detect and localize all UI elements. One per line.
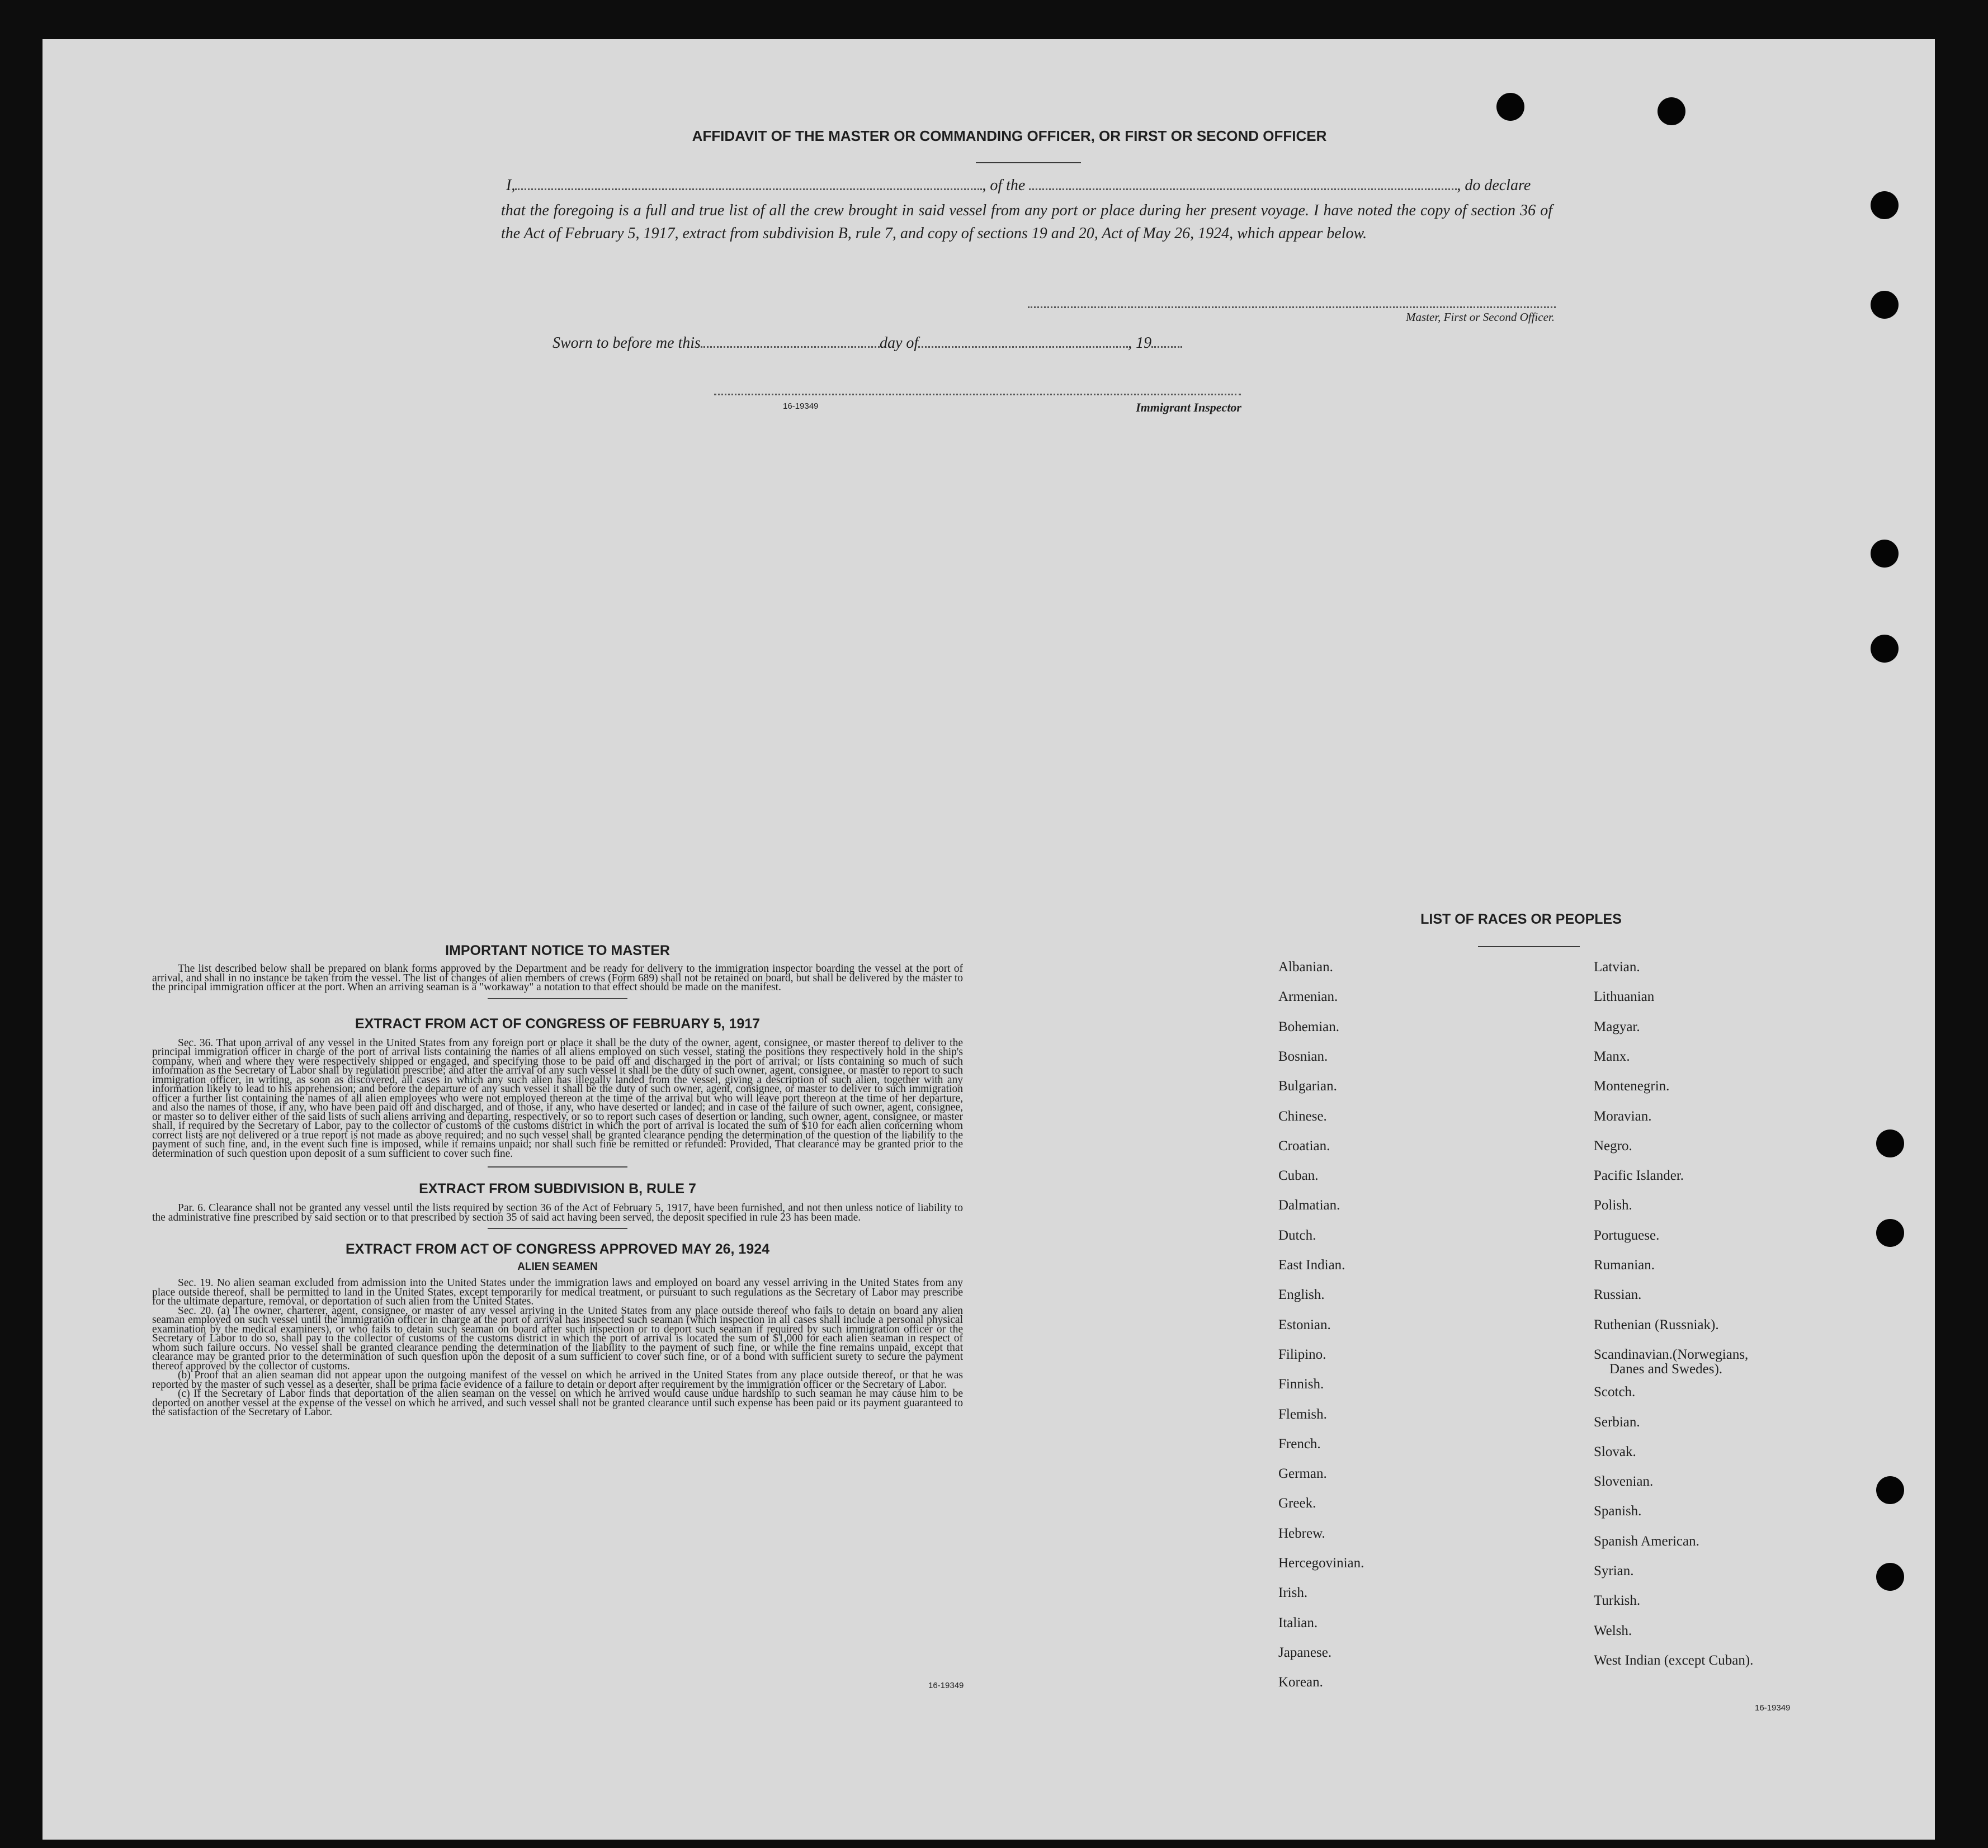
divider bbox=[488, 1166, 627, 1168]
race-item: Korean. bbox=[1278, 1675, 1323, 1690]
race-item: Syrian. bbox=[1594, 1563, 1634, 1578]
race-item: Greek. bbox=[1278, 1496, 1316, 1511]
declarant-prefix: I, bbox=[506, 177, 516, 194]
divider bbox=[1478, 946, 1580, 947]
punch-hole bbox=[1876, 1219, 1904, 1247]
race-item: Montenegrin. bbox=[1594, 1079, 1670, 1094]
divider bbox=[976, 162, 1081, 163]
sworn-prefix: Sworn to before me this bbox=[553, 334, 701, 352]
race-item: Bohemian. bbox=[1278, 1019, 1340, 1034]
punch-hole bbox=[1876, 1563, 1904, 1591]
divider bbox=[488, 1228, 627, 1229]
race-item: Russian. bbox=[1594, 1287, 1642, 1303]
race-item: Filipino. bbox=[1278, 1346, 1326, 1362]
punch-hole bbox=[1876, 1476, 1904, 1504]
race-item: Italian. bbox=[1278, 1615, 1318, 1630]
race-item: Irish. bbox=[1278, 1585, 1308, 1601]
race-item: Scotch. bbox=[1594, 1384, 1636, 1400]
extract-1924-title: EXTRACT FROM ACT OF CONGRESS APPROVED MAY 26, 1924 bbox=[345, 1241, 770, 1257]
race-item: Slovak. bbox=[1594, 1444, 1636, 1459]
race-item: Bulgarian. bbox=[1278, 1079, 1337, 1094]
sec-19-text: Sec. 19. No alien seaman excluded from admission into the United States under the immigration laws and employed on board any vessel arriving in the United States from any place outside thereof, shall be permitted to land in the United States, except temporarily for medical treatment, or pursuant to such regulations as the Secretary of Labor may prescribe for the ultimate departure, removal, or deportation of such alien from the United States. bbox=[152, 1277, 963, 1307]
race-item: Japanese. bbox=[1278, 1644, 1332, 1660]
race-item: Dutch. bbox=[1278, 1227, 1316, 1243]
race-item: Ruthenian (Russniak). bbox=[1594, 1317, 1719, 1332]
race-item: Armenian. bbox=[1278, 989, 1338, 1005]
extract-1924-subtitle: ALIEN SEAMEN bbox=[517, 1261, 598, 1273]
race-item: Flemish. bbox=[1278, 1406, 1327, 1422]
affidavit-body: that the foregoing is a full and true list of all the crew brought in said vessel from any port or place during her present voyage. I have noted the copy of section 36 of the Act of February 5, 1917, extract from subdivision B, rule 7, and copy of sections 19 and 20, Act of May 26, 1924, which appear below. bbox=[501, 202, 1552, 242]
extract-1917-title: EXTRACT FROM ACT OF CONGRESS OF FEBRUARY 5, 1917 bbox=[355, 1015, 761, 1032]
race-item: West Indian (except Cuban). bbox=[1594, 1652, 1754, 1668]
affidavit-title: AFFIDAVIT OF THE MASTER OR COMMANDING OFFICER, OR FIRST OR SECOND OFFICER bbox=[692, 127, 1327, 144]
race-item: Hercegovinian. bbox=[1278, 1556, 1364, 1571]
sec-20b-text: (b) Proof that an alien seaman did not appear upon the outgoing manifest of the vessel on which he arrived in the United States from any place outside thereof, or that he was reported by the master of such vessel as a deserter, shall be prima facie evidence of a failure to detain or deport after requirement by the immigration officer or the Secretary of Labor. bbox=[152, 1369, 963, 1391]
race-item: Scandinavian.(Norwegians, bbox=[1594, 1346, 1749, 1362]
sworn-line bbox=[553, 334, 1182, 352]
inspector-signature-line[interactable] bbox=[714, 394, 1241, 395]
punch-hole bbox=[1871, 291, 1899, 319]
race-item: Chinese. bbox=[1278, 1108, 1327, 1124]
affidavit-declaration-line bbox=[506, 177, 1552, 195]
extract-rule7-text: Par. 6. Clearance shall not be granted any vessel until the lists required by section 36 of the Act of February 5, 1917, have been furnished, and not then unless notice of liability to the administrative fine prescribed by said section or to that prescribed by section 35 of said act having been served, the deposit specified in rule 23 has been made. bbox=[152, 1202, 963, 1223]
race-item: Croatian. bbox=[1278, 1138, 1330, 1154]
race-item: Spanish. bbox=[1594, 1504, 1642, 1519]
race-item: Danes and Swedes). bbox=[1609, 1361, 1723, 1377]
race-item: Latvian. bbox=[1594, 960, 1640, 975]
race-item: Negro. bbox=[1594, 1138, 1632, 1154]
race-item: Turkish. bbox=[1594, 1593, 1641, 1609]
inspector-label: Immigrant Inspector bbox=[1136, 400, 1241, 414]
year-label: , 19 bbox=[1128, 334, 1152, 352]
race-item: Bosnian. bbox=[1278, 1048, 1328, 1064]
race-item: Spanish American. bbox=[1594, 1533, 1699, 1549]
notice-text: The list described below shall be prepared on blank forms approved by the Department and be ready for delivery to the immigration inspector boarding the vessel at the port of arrival, and shall in no instance be taken from the vessel. The list of changes of alien members of crews (Form 689) shall not be retained on board, but shall be delivered by the master to the principal immigration officer at the port. When an arriving seaman is a "workaway" a notation to that effect should be made on the manifest. bbox=[152, 963, 963, 993]
punch-hole bbox=[1876, 1129, 1904, 1157]
divider bbox=[488, 998, 627, 999]
sworn-year-field[interactable] bbox=[1151, 346, 1182, 348]
declare-label: , do declare bbox=[1457, 177, 1531, 194]
race-item: Slovenian. bbox=[1594, 1474, 1654, 1490]
race-item: Serbian. bbox=[1594, 1414, 1640, 1430]
race-item: Pacific Islander. bbox=[1594, 1168, 1684, 1184]
of-the-label: , of the bbox=[982, 177, 1026, 194]
vessel-name-field[interactable] bbox=[1029, 188, 1457, 190]
form-number: 16-19349 bbox=[783, 401, 819, 411]
sec-20a-text: Sec. 20. (a) The owner, charterer, agent, consignee, or master of any vessel arriving in the United States from any place outside thereof who fails to detain on board any alien seaman employed on such vessel until the immigration officer in charge at the port of arrival has inspected such seaman (which inspection in all cases shall include a personal physical examination by the medical examiners), or who fails to detain such seaman on board after such inspection or to deport such seaman if required by such immigration officer or the Secretary of Labor to do so, shall pay to the collector of customs of the customs district in which the port of arrival is located the sum of $1,000 for each alien seaman in respect of whom such failure occurs. No vessel shall be granted clearance pending the determination of the liability to the payment of such fine, or while the fine remains unpaid, except that clearance may be granted prior to the determination of such question upon the deposit of a sum sufficient to cover such fine, or of a bond with sufficient surety to secure the payment thereof approved by the collector of customs. bbox=[152, 1305, 963, 1372]
race-item: Estonian. bbox=[1278, 1317, 1331, 1332]
race-item: Rumanian. bbox=[1594, 1258, 1655, 1273]
races-title: LIST OF RACES OR PEOPLES bbox=[1420, 911, 1622, 927]
sec-20c-text: (c) If the Secretary of Labor finds that deportation of the alien seaman on the vessel on which he arrived would cause undue hardship to such seaman he may cause him to be deported on another vessel at the expense of the vessel on which he arrived, and such vessel shall not be granted clearance until such expense has been paid or its payment guaranteed to the satisfaction of the Secretary of Labor. bbox=[152, 1388, 963, 1418]
race-item: Hebrew. bbox=[1278, 1525, 1325, 1541]
form-number: 16-19349 bbox=[1755, 1703, 1791, 1713]
race-item: English. bbox=[1278, 1287, 1325, 1303]
law-extracts-column bbox=[152, 939, 963, 1417]
race-item: Manx. bbox=[1594, 1048, 1630, 1064]
extract-rule7-title: EXTRACT FROM SUBDIVISION B, RULE 7 bbox=[419, 1181, 696, 1197]
race-item: Dalmatian. bbox=[1278, 1198, 1340, 1213]
race-item: Albanian. bbox=[1278, 960, 1333, 975]
master-signature-label: Master, First or Second Officer. bbox=[1406, 310, 1555, 324]
race-item: Lithuanian bbox=[1594, 989, 1655, 1005]
race-item: East Indian. bbox=[1278, 1258, 1345, 1273]
race-item: Cuban. bbox=[1278, 1168, 1319, 1184]
sworn-month-field[interactable] bbox=[918, 346, 1128, 348]
notice-title: IMPORTANT NOTICE TO MASTER bbox=[445, 943, 670, 958]
declarant-name-field[interactable] bbox=[515, 188, 982, 190]
extract-1917-text: Sec. 36. That upon arrival of any vessel in the United States from any foreign port or place it shall be the duty of the owner, agent, consignee, or master thereof to deliver to the principal immigration officer in charge of the port of arrival lists containing the names of all aliens employed on such vessel, stating the positions they respectively hold in the ship's company, when and where they were respectively shipped or engaged, and specifying those to be paid off and discharged in the port of arrival; or lists containing so much of such information as the Secretary of Labor shall by regulation prescribe; and after the arrival of any such vessel it shall be the duty of such owner, agent, consignee, or master to report to such immigration officer, in writing, as soon as discovered, all cases in which any such alien has illegally landed from the vessel, giving a description of such alien, together with any information likely to lead to his apprehension; and before the departure of any such vessel it shall be the duty of such owner, agent, consignee, or master to deliver to such immigration officer a further list containing the names of all alien employees who were not employed thereon at the time of the arrival but who will leave port thereon at the time of her departure, and also the names of those, if any, who have been paid off and discharged, and of those, if any, who have deserted or landed; and in case of the failure of such owner, agent, consignee, or master so to deliver either of the said lists of such aliens arriving and departing, respectively, or so to report such cases of desertion or landing, such owner, agent, consignee, or master shall, if required by the Secretary of Labor, pay to the collector of customs of the customs district in which the port of arrival is located the sum of $10 for each alien concerning whom correct lists are not delivered or a true report is not made as above required; and no such vessel shall be granted clearance pending the determination of the question of the liability to the payment of such fine, and, in the event such fine is imposed, while it remains unpaid; nor shall such fine be remitted or refunded: Provided, That clearance may be granted prior to the determination of such question upon deposit of a sum sufficient to cover such fine. bbox=[152, 1037, 963, 1160]
race-item: French. bbox=[1278, 1436, 1321, 1452]
punch-hole bbox=[1658, 97, 1685, 125]
punch-hole bbox=[1496, 93, 1524, 121]
race-item: Portuguese. bbox=[1594, 1227, 1660, 1243]
race-item: Finnish. bbox=[1278, 1377, 1324, 1392]
race-item: Welsh. bbox=[1594, 1623, 1632, 1638]
punch-hole bbox=[1871, 540, 1899, 568]
race-item: Moravian. bbox=[1594, 1108, 1652, 1124]
race-item: German. bbox=[1278, 1466, 1327, 1482]
master-signature-line[interactable] bbox=[1028, 306, 1556, 308]
race-item: Magyar. bbox=[1594, 1019, 1640, 1034]
sworn-day-field[interactable] bbox=[701, 346, 880, 348]
punch-hole bbox=[1871, 191, 1899, 219]
race-item: Polish. bbox=[1594, 1198, 1632, 1213]
form-number: 16-19349 bbox=[928, 1681, 964, 1690]
punch-hole bbox=[1871, 635, 1899, 663]
day-of-label: day of bbox=[879, 334, 919, 352]
